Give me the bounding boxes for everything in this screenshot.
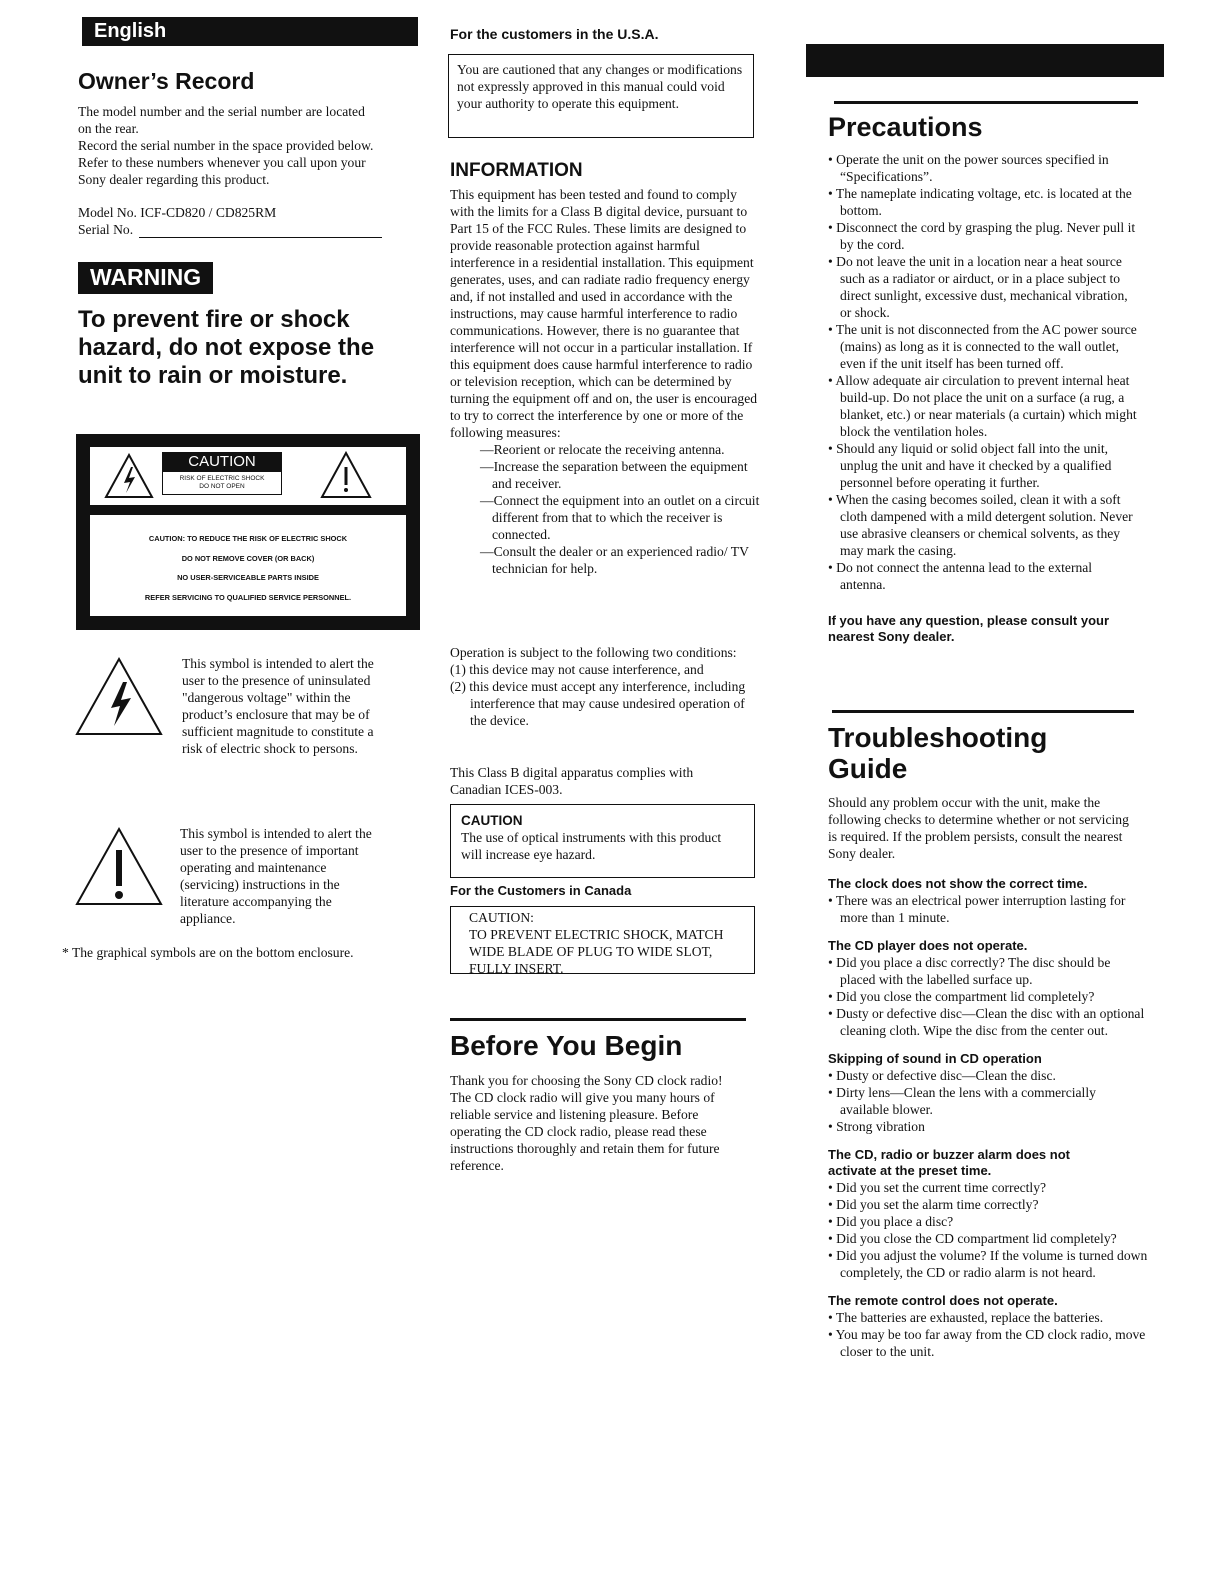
- owners-record-para1: The model number and the serial number are located on the rear.: [78, 104, 365, 136]
- exclamation-symbol-text: This symbol is intended to alert the user to the presence of important operating and maintenance (servicing) instructions in the literature accompanying the appliance.: [180, 826, 372, 926]
- precautions-note: If you have any question, please consult your nearest Sony dealer.: [828, 613, 1110, 644]
- precautions-title: Precautions: [828, 112, 983, 142]
- condition-item: (2) this device must accept any interference, including interference that may cause undesired operation of the device.: [450, 679, 746, 728]
- lightning-symbol-text: This symbol is intended to alert the user to the presence of uninsulated "dangerous voltage" within the product’s enclosure that may be of sufficient magnitude to constitute a risk of electric shock to persons.: [182, 656, 374, 756]
- information-section: [450, 160, 760, 577]
- trouble-clock: [828, 876, 1148, 926]
- trouble-cd-player: [828, 938, 1148, 1039]
- information-para: This equipment has been tested and found to comply with the limits for a Class B digital device, pursuant to Part 15 of the FCC Rules. These limits are designed to provide reasonable protection against harmful interference in a residential installation. This equipment generates, uses, and can radiate radio frequency energy and, if not installed and used in accordance with the instructions, may cause harmful interference to radio communications. However, there is no guarantee that interference will not occur in a particular installation. If this equipment does cause harmful interference to radio or television reception, which can be determined by turning the equipment off and on, the user is encouraged to try to correct the interference by one or more of the following measures:: [450, 187, 758, 440]
- canada-caution-text: TO PREVENT ELECTRIC SHOCK, MATCH WIDE BLADE OF PLUG TO WIDE SLOT, FULLY INSERT.: [469, 927, 724, 976]
- warning-badge: WARNING: [78, 262, 213, 294]
- troubleshooting-intro: Should any problem occur with the unit, make the following checks to determine whether or not servicing is required. If the problem persists, consult the nearest Sony dealer.: [828, 795, 1129, 861]
- section-divider: [834, 101, 1138, 104]
- measures-list: [450, 441, 760, 577]
- precaution-item: • Operate the unit on the power sources specified in “Specifications”.: [828, 151, 1140, 185]
- trouble-item: • Did you adjust the volume? If the volume is turned down completely, the CD or radio alarm is not heard.: [828, 1247, 1148, 1281]
- warning-heading: To prevent fire or shock hazard, do not expose the unit to rain or moisture.: [78, 306, 375, 389]
- optical-caution-box: [450, 804, 755, 878]
- trouble-heading: The CD, radio or buzzer alarm does not activate at the preset time.: [828, 1147, 1070, 1178]
- precaution-item: • The nameplate indicating voltage, etc. is located at the bottom.: [828, 185, 1140, 219]
- serial-number-line: [139, 224, 382, 238]
- symbols-footnote: * The graphical symbols are on the bottom enclosure.: [62, 945, 354, 960]
- precaution-item: • Do not connect the antenna lead to the external antenna.: [828, 559, 1140, 593]
- trouble-heading: The remote control does not operate.: [828, 1293, 1058, 1308]
- caution-label-sub1: RISK OF ELECTRIC SHOCK: [179, 475, 265, 482]
- trouble-heading: Skipping of sound in CD operation: [828, 1051, 1042, 1066]
- troubleshooting-title: Troubleshooting Guide: [828, 722, 1048, 784]
- trouble-list: [828, 954, 1148, 1039]
- trouble-item: • Dirty lens—Clean the lens with a commercially available blower.: [828, 1084, 1148, 1118]
- optical-caution-title: CAUTION: [461, 813, 523, 828]
- canada-caution-box: [450, 906, 755, 974]
- trouble-list: [828, 1309, 1148, 1360]
- class-b-statement: This Class B digital apparatus complies with Canadian ICES-003.: [450, 765, 694, 797]
- before-you-begin-text: Thank you for choosing the Sony CD clock radio! The CD clock radio will give you many hours of reliable service and listening pleasure. Before operating the CD clock radio, please read these instructions thoroughly and retain them for future reference.: [450, 1073, 723, 1173]
- optical-caution-text: The use of optical instruments with this product will increase eye hazard.: [461, 830, 722, 862]
- caution-label-title: CAUTION: [162, 452, 282, 471]
- precaution-item: • Allow adequate air circulation to prevent internal heat build-up. Do not place the unit on a surface (a rug, a blanket, etc.) or near materials (a curtain) which might block the ventilation holes.: [828, 372, 1140, 440]
- operation-intro: Operation is subject to the following two conditions:: [450, 645, 737, 660]
- caution-label: [76, 434, 420, 630]
- owners-record-para2: Record the serial number in the space provided below. Refer to these numbers whenever you call upon your Sony dealer regarding this product.: [78, 138, 374, 187]
- owners-record: [78, 68, 418, 238]
- condition-item: (1) this device may not cause interference, and: [450, 662, 704, 677]
- header-black-bar: [806, 44, 1164, 77]
- trouble-item: • Dusty or defective disc—Clean the disc.: [828, 1067, 1148, 1084]
- before-you-begin: [450, 1030, 760, 1174]
- model-number: Model No. ICF-CD820 / CD825RM: [78, 205, 277, 220]
- measure-item: —Reorient or relocate the receiving antenna.: [480, 442, 725, 457]
- usa-heading: For the customers in the U.S.A.: [450, 26, 659, 42]
- trouble-item: • Dusty or defective disc—Clean the disc with an optional cleaning cloth. Wipe the disc from the center out.: [828, 1005, 1148, 1039]
- caution-label-bottom: [90, 515, 406, 616]
- trouble-item: • Did you place a disc correctly? The disc should be placed with the labelled surface up.: [828, 954, 1148, 988]
- exclamation-symbol-icon: [74, 826, 164, 906]
- trouble-item: • Did you close the compartment lid completely?: [828, 988, 1148, 1005]
- caution-line4: REFER SERVICING TO QUALIFIED SERVICE PERSONNEL.: [144, 592, 352, 602]
- caution-label-center: [162, 452, 282, 495]
- trouble-skipping: [828, 1051, 1148, 1135]
- precautions-section: [828, 112, 1148, 645]
- before-you-begin-title: Before You Begin: [450, 1030, 683, 1061]
- trouble-list: [828, 892, 1148, 926]
- trouble-item: • The batteries are exhausted, replace the batteries.: [828, 1309, 1148, 1326]
- lightning-warning-icon: [104, 453, 154, 499]
- precaution-item: • Should any liquid or solid object fall into the unit, unplug the unit and have it checked by a qualified personnel before operating it further.: [828, 440, 1140, 491]
- symbols-footnote-text: The graphical symbols are on the bottom enclosure.: [71, 945, 354, 960]
- serial-number-row: [78, 221, 382, 238]
- trouble-item: • Strong vibration: [828, 1118, 1148, 1135]
- operation-section: [450, 644, 760, 729]
- language-tab: English: [82, 17, 418, 46]
- measure-item: —Increase the separation between the equipment and receiver.: [480, 459, 748, 491]
- precaution-item: • Do not leave the unit in a location near a heat source such as a radiator or airduct, or in a place subject to direct sunlight, excessive dust, mechanical vibration, or shock.: [828, 253, 1140, 321]
- trouble-list: [828, 1179, 1148, 1281]
- caution-label-sub: [162, 471, 282, 495]
- exclamation-warning-icon: [320, 451, 372, 499]
- section-divider: [450, 1018, 746, 1021]
- measure-item: —Connect the equipment into an outlet on a circuit different from that to which the receiver is connected.: [480, 493, 760, 542]
- trouble-item: • Did you set the alarm time correctly?: [828, 1196, 1148, 1213]
- precaution-item: • The unit is not disconnected from the AC power source (mains) as long as it is connected to the wall outlet, even if the unit itself has been turned off.: [828, 321, 1140, 372]
- caution-label-sub2: DO NOT OPEN: [199, 483, 245, 490]
- trouble-heading: The CD player does not operate.: [828, 938, 1028, 953]
- serial-number-label: Serial No.: [78, 222, 134, 237]
- precaution-item: • Disconnect the cord by grasping the plug. Never pull it by the cord.: [828, 219, 1140, 253]
- trouble-item: • Did you set the current time correctly?: [828, 1179, 1148, 1196]
- troubleshooting-section: [828, 722, 1148, 1360]
- precaution-item: • When the casing becomes soiled, clean it with a soft cloth dampened with a mild detergent solution. Never use abrasive cleansers or chemical solvents, as they may mark the casing.: [828, 491, 1140, 559]
- measure-item: —Consult the dealer or an experienced radio/ TV technician for help.: [480, 544, 749, 576]
- trouble-item: • There was an electrical power interruption lasting for more than 1 minute.: [828, 892, 1148, 926]
- lightning-symbol-icon: [74, 656, 164, 736]
- owners-record-title: Owner’s Record: [78, 68, 255, 94]
- caution-line3: NO USER-SERVICEABLE PARTS INSIDE: [177, 573, 319, 582]
- usa-caution-box: You are cautioned that any changes or modifications not expressly approved in this manual could void your authority to operate this equipment.: [448, 54, 754, 138]
- caution-line1: CAUTION: TO REDUCE THE RISK OF ELECTRIC SHOCK: [148, 534, 348, 543]
- trouble-item: • You may be too far away from the CD clock radio, move closer to the unit.: [828, 1326, 1148, 1360]
- canada-heading: For the Customers in Canada: [450, 883, 632, 898]
- section-divider: [832, 710, 1134, 713]
- trouble-heading: The clock does not show the correct time.: [828, 876, 1088, 891]
- information-heading: INFORMATION: [450, 160, 583, 181]
- caution-line2: DO NOT REMOVE COVER (OR BACK): [181, 553, 315, 563]
- precautions-list: [828, 151, 1140, 593]
- caution-label-top: [90, 447, 406, 505]
- trouble-list: [828, 1067, 1148, 1135]
- trouble-remote: [828, 1293, 1148, 1360]
- canada-caution-title: CAUTION:: [469, 910, 534, 925]
- trouble-alarm: [828, 1147, 1148, 1281]
- trouble-item: • Did you place a disc?: [828, 1213, 1148, 1230]
- trouble-item: • Did you close the CD compartment lid completely?: [828, 1230, 1148, 1247]
